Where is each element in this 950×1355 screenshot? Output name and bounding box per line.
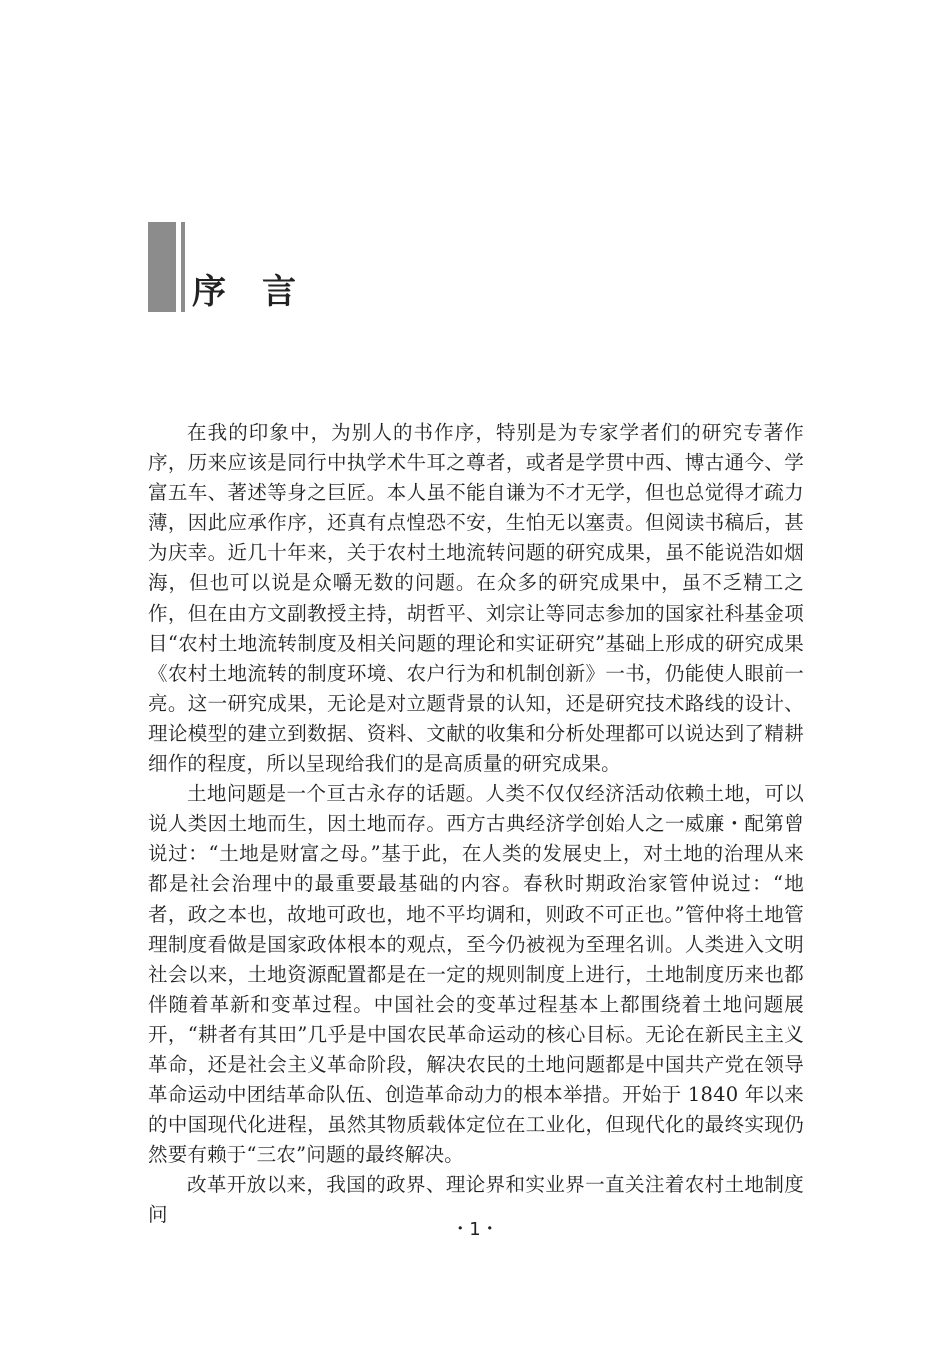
paragraph-1: 在我的印象中，为别人的书作序，特别是为专家学者们的研究专著作序，历来应该是同行中执学术牛耳之尊者，或者是学贯中西、博古通今、学富五车、著述等身之巨匠。本人虽不能自谦为不才无学，但也总觉得才疏力薄，因此应承作序，还真有点惶恐不安，生怕无以塞责。但阅读书稿后，甚为庆幸。近几十年来，关于农村土地流转问题的研究成果，虽不能说浩如烟海，但也可以说是众嚼无数的问题。在众多的研究成果中，虽不乏精工之作，但在由方文副教授主持，胡哲平、刘宗让等同志参加的国家社科基金项目“农村土地流转制度及相关问题的理论和实证研究”基础上形成的研究成果《农村土地流转的制度环境、农户行为和机制创新》一书，仍能使人眼前一亮。这一研究成果，无论是对立题背景的认知，还是研究技术路线的设计、理论模型的建立到数据、资料、文献的收集和分析处理都可以说达到了精耕细作的程度，所以呈现给我们的是高质量的研究成果。 [148, 421, 804, 776]
heading-accent-line [181, 222, 185, 312]
body-text [148, 418, 804, 1231]
heading-accent-bar [148, 222, 176, 312]
paragraph-2: 土地问题是一个亘古永存的话题。人类不仅仅经济活动依赖土地，可以说人类因土地而生，因土地而存。西方古典经济学创始人之一威廉・配第曾说过：“土地是财富之母。”基于此，在人类的发展史上，对土地的治理从来都是社会治理中的最重要最基础的内容。春秋时期政治家管仲说过：“地者，政之本也，故地可政也，地不平均调和，则政不可正也。”管仲将土地管理制度看做是国家政体根本的观点，至今仍被视为至理名训。人类进入文明社会以来，土地资源配置都是在一定的规则制度上进行，土地制度历来也都伴随着革新和变革过程。中国社会的变革过程基本上都围绕着土地问题展开，“耕者有其田”几乎是中国农民革命运动的核心目标。无论在新民主主义革命，还是社会主义革命阶段，解决农民的土地问题都是中国共产党在领导革命运动中团结革命队伍、创造革命动力的根本举措。开始于 1840 年以来的中国现代化进程，虽然其物质载体定位在工业化，但现代化的最终实现仍然要有赖于“三农”问题的最终解决。 [148, 782, 804, 1167]
paragraph-3: 改革开放以来，我国的政界、理论界和实业界一直关注着农村土地制度问 [148, 1173, 804, 1227]
page-title: 序言 [192, 272, 332, 312]
page-number: ・1・ [451, 1219, 499, 1240]
